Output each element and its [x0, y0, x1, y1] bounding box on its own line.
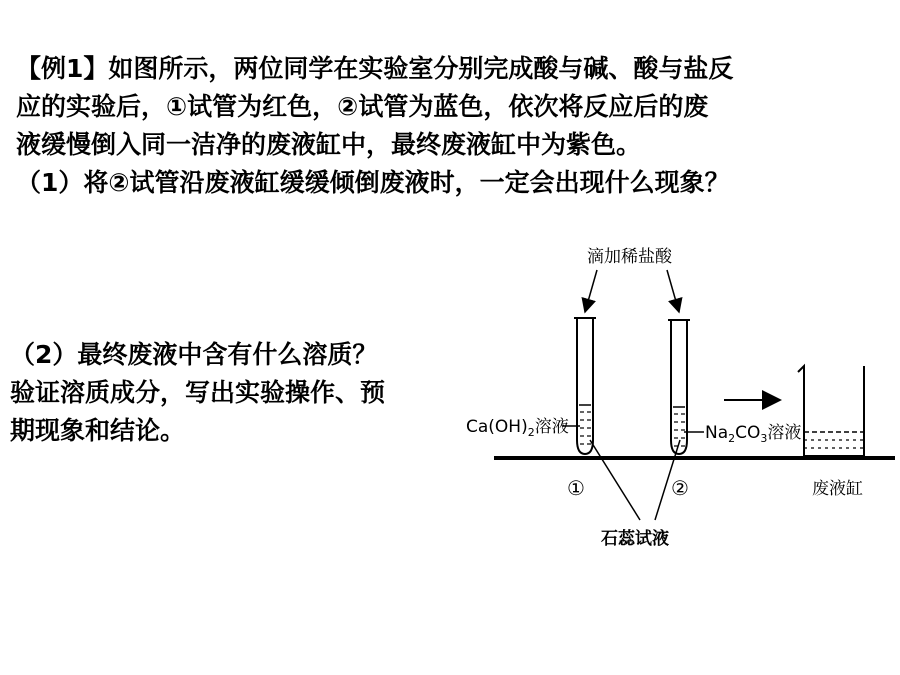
indicator-pointer-left — [590, 440, 640, 520]
question-line: 【例1】如图所示，两位同学在实验室分别完成酸与碱、酸与盐反 — [16, 54, 734, 83]
acid-label: 滴加稀盐酸 — [587, 247, 672, 267]
acid-arrow-right — [667, 270, 679, 312]
tube1-number: ① — [567, 476, 585, 500]
sub-question-2-line: 验证溶质成分，写出实验操作、预 — [10, 378, 386, 407]
tube2-number: ② — [671, 476, 689, 500]
waste-tank-label: 废液缸 — [812, 479, 863, 499]
tube1-solution-label: $Ca(OH)_2$溶液 — [466, 417, 569, 439]
sub-question-1: （1）将②试管沿废液缸缓缓倾倒废液时，一定会出现什么现象？ — [16, 168, 730, 197]
question-line: 应的实验后，①试管为红色，②试管为蓝色，依次将反应后的废 — [16, 92, 709, 121]
waste-beaker — [798, 366, 864, 456]
sub-question-2-line: 期现象和结论。 — [10, 416, 186, 445]
test-tube-1 — [574, 318, 596, 454]
sub-question-2-line: （2）最终废液中含有什么溶质？ — [10, 340, 378, 369]
question-line: 液缓慢倒入同一洁净的废液缸中，最终废液缸中为紫色。 — [16, 130, 642, 159]
acid-arrow-left — [585, 270, 597, 312]
tube2-solution-label: $Na_2CO_3$溶液 — [705, 423, 802, 445]
indicator-label: 石蕊试液 — [601, 529, 669, 549]
test-tube-2 — [668, 320, 690, 454]
